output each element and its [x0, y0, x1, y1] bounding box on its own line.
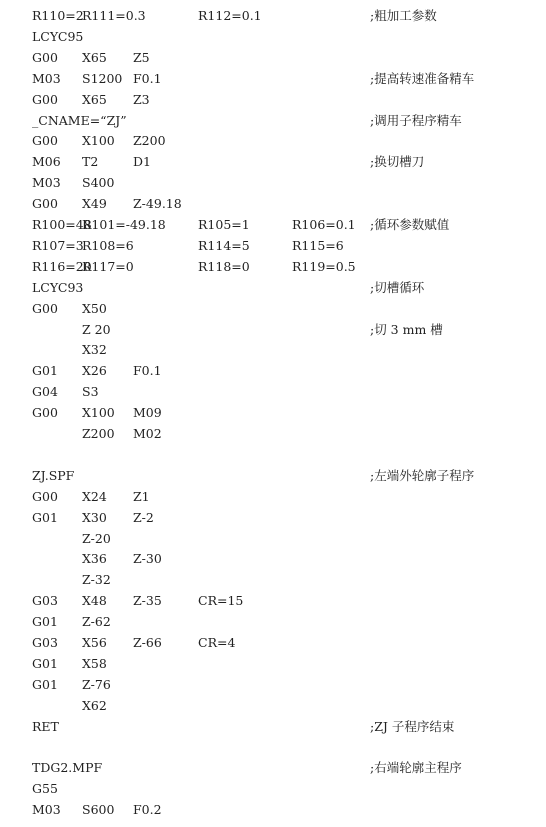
code-field: G00	[32, 133, 58, 149]
code-line	[0, 151, 546, 172]
code-line	[0, 277, 546, 298]
code-field: X49	[82, 196, 107, 212]
code-line	[0, 590, 546, 611]
code-field: F0.2	[133, 802, 162, 818]
code-field: R101=-49.18	[82, 217, 166, 232]
code-field: G03	[32, 635, 58, 650]
code-field: X50	[82, 300, 107, 316]
code-field: M03	[32, 175, 61, 191]
code-field: Z-2	[133, 509, 154, 525]
code-field: X100	[82, 405, 115, 421]
code-field: G01	[32, 676, 58, 692]
code-field: TDG2.MPF	[32, 760, 103, 776]
code-field: X24	[82, 488, 107, 504]
code-field: R119=0.5	[292, 258, 356, 274]
code-line	[0, 110, 546, 131]
code-field: X56	[82, 635, 107, 650]
code-field: R117=0	[82, 258, 134, 274]
code-line	[0, 256, 546, 277]
code-field: X65	[82, 91, 107, 107]
code-line	[0, 716, 546, 737]
code-comment: ;右端轮廓主程序	[370, 760, 462, 776]
code-field: ZJ.SPF	[32, 467, 75, 483]
code-line	[0, 193, 546, 214]
code-field: G00	[32, 49, 58, 65]
code-line	[0, 737, 546, 758]
code-line	[0, 298, 546, 319]
code-field: G00	[32, 91, 58, 107]
code-field: R118=0	[198, 258, 250, 274]
code-field: LCYC95	[32, 28, 84, 44]
code-field: Z200	[82, 426, 115, 441]
code-field: X32	[82, 342, 107, 358]
code-field: G01	[32, 509, 58, 525]
code-field: G03	[32, 593, 58, 609]
code-field: G01	[32, 614, 58, 630]
code-field: R114=5	[198, 237, 250, 253]
code-field: M03	[32, 70, 61, 86]
code-line	[0, 423, 546, 444]
code-field: Z200	[133, 133, 166, 149]
code-field: R112=0.1	[198, 8, 262, 23]
code-field: R111=0.3	[82, 8, 146, 23]
code-comment: ;粗加工参数	[370, 8, 437, 23]
code-field: Z-32	[82, 572, 111, 588]
code-field: R105=1	[198, 217, 250, 232]
code-line	[0, 632, 546, 653]
code-field: X100	[82, 133, 115, 149]
code-field: G00	[32, 196, 58, 212]
code-line	[0, 381, 546, 402]
code-field: Z-30	[133, 551, 162, 567]
code-field: M09	[133, 405, 162, 421]
code-comment: ;切 3 mm 槽	[370, 321, 443, 337]
code-field: RET	[32, 718, 59, 734]
code-line	[0, 339, 546, 360]
code-field: Z-66	[133, 635, 162, 650]
code-field: T2	[82, 154, 99, 170]
code-field: G01	[32, 363, 58, 379]
code-line	[0, 444, 546, 465]
code-field: _CNAME=“ZJ”	[32, 112, 127, 128]
code-field: CR=4	[198, 635, 236, 650]
code-field: Z 20	[82, 321, 111, 337]
code-field: R108=6	[82, 237, 134, 253]
code-field: Z-49.18	[133, 196, 182, 212]
code-field: R110=2	[32, 8, 84, 23]
code-field: R106=0.1	[292, 217, 356, 232]
code-field: M06	[32, 154, 61, 170]
code-field: G04	[32, 384, 58, 400]
code-field: X26	[82, 363, 107, 379]
code-field: M02	[133, 426, 162, 441]
code-field: Z3	[133, 91, 150, 107]
code-field: Z-76	[82, 676, 111, 692]
code-comment: ;循环参数赋值	[370, 217, 450, 232]
code-field: G00	[32, 300, 58, 316]
code-field: S400	[82, 175, 115, 191]
code-field: G00	[32, 488, 58, 504]
code-line	[0, 89, 546, 110]
code-field: X58	[82, 655, 107, 671]
code-field: S600	[82, 802, 115, 818]
code-line	[0, 757, 546, 778]
code-field: R100=48	[32, 217, 92, 232]
code-field: Z-62	[82, 614, 111, 630]
code-field: X36	[82, 551, 107, 567]
code-field: Z5	[133, 49, 150, 65]
code-line	[0, 799, 546, 820]
code-line	[0, 360, 546, 381]
code-field: F0.1	[133, 70, 162, 86]
code-line	[0, 486, 546, 507]
code-line	[0, 528, 546, 549]
code-field: X65	[82, 49, 107, 65]
code-field: X62	[82, 697, 107, 713]
code-line	[0, 26, 546, 47]
code-comment: ;提高转速准备精车	[370, 70, 475, 86]
code-line	[0, 611, 546, 632]
code-line	[0, 319, 546, 340]
code-field: R115=6	[292, 237, 344, 253]
code-field: Z-35	[133, 593, 162, 609]
code-line	[0, 130, 546, 151]
code-line	[0, 5, 546, 26]
code-line	[0, 214, 546, 235]
code-comment: ;ZJ 子程序结束	[370, 718, 455, 734]
code-field: X30	[82, 509, 107, 525]
code-comment: ;换切槽刀	[370, 154, 425, 170]
code-field: G55	[32, 781, 58, 797]
code-field: Z-20	[82, 530, 111, 546]
code-line	[0, 569, 546, 590]
code-comment: ;切槽循环	[370, 279, 425, 295]
code-comment: ;左端外轮廓子程序	[370, 467, 475, 483]
code-line	[0, 695, 546, 716]
code-field: CR=15	[198, 593, 244, 609]
code-field: D1	[133, 154, 151, 170]
code-line	[0, 465, 546, 486]
code-field: M03	[32, 802, 61, 818]
code-field: F0.1	[133, 363, 162, 379]
code-field: R107=3	[32, 237, 84, 253]
code-field: S3	[82, 384, 99, 400]
code-line	[0, 47, 546, 68]
code-line	[0, 778, 546, 799]
code-line	[0, 653, 546, 674]
code-line	[0, 548, 546, 569]
code-line	[0, 674, 546, 695]
code-field: R116=20	[32, 258, 92, 274]
code-field: S1200	[82, 70, 123, 86]
code-line	[0, 402, 546, 423]
code-field: LCYC93	[32, 279, 84, 295]
code-line	[0, 172, 546, 193]
code-field: Z1	[133, 488, 150, 504]
code-line	[0, 235, 546, 256]
code-field: X48	[82, 593, 107, 609]
code-line	[0, 507, 546, 528]
code-line	[0, 68, 546, 89]
code-comment: ;调用子程序精车	[370, 112, 462, 128]
code-field: G01	[32, 655, 58, 671]
code-field: G00	[32, 405, 58, 421]
